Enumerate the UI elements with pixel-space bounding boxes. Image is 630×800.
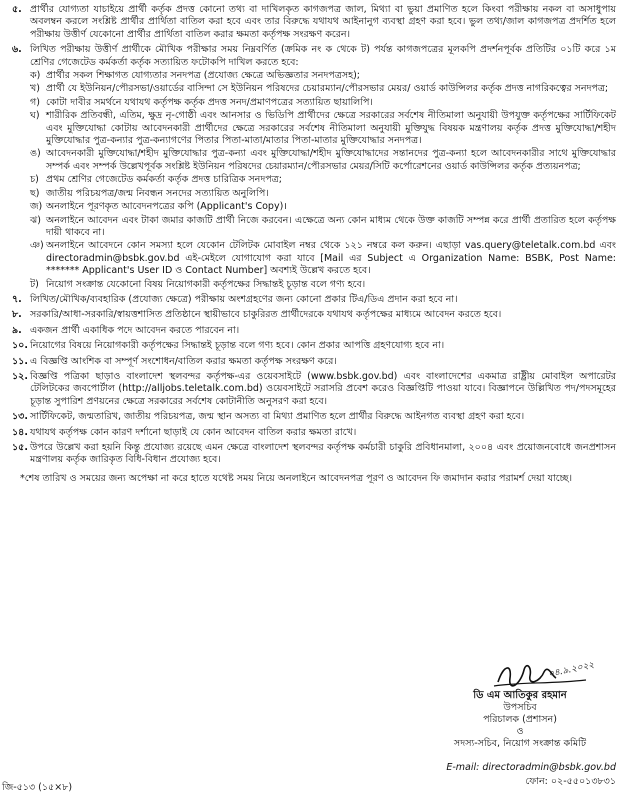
clause-text: প্রার্থীর যোগ্যতা যাচাইয়ে প্রার্থী কর্তৃক প্রদত্ত কোনো তথ্য বা দাখিলকৃত কাগজপত্র জাল, মিথ্যা বা ভুয়া প্রমাণিত হলে কিংবা পরীক্ষায় নকল বা অসাধুপায় অবলম্বন করলে সংশ্লিষ্ট প্রার্থীর প্রার্থিতা বাতিল করা হবে এবং তার বিরুদ্ধে যথাযথ আইনানুগ ব্যবস্থা গ্রহণ করা হবে। ভুল তথ্য/জাল কাগজপত্র প্রদর্শিত হলে পরীক্ষায় উত্তীর্ণ যেকোনো প্রার্থীর প্রার্থিতা বাতিল করার ক্ষমতা কর্তৃপক্ষ সংরক্ষণ করেন। <box>30 4 616 40</box>
subclause-label: ক) <box>30 70 41 82</box>
clause-number: ১২. <box>12 370 28 382</box>
clause-number: ৭. <box>12 293 22 305</box>
clause-8 <box>12 309 616 321</box>
clause-text: বিজ্ঞপ্তি পত্রিকা ছাড়াও বাংলাদেশ স্থলবন্দর কর্তৃপক্ষ-এর ওয়েবসাইটে (www.bsbk.gov.bd) এবং বাংলাদেশের একমাত্র রাষ্ট্রীয় মোবাইল অপারেটর টেলিটকের জবপোর্টাল (http://alljobs.teletalk.com.bd) ওয়েবসাইটে সরাসরি প্রবেশ করেও বিজ্ঞপ্তিটি পাওয়া যাবে। বিজ্ঞাপনে উল্লিখিত পদ/পদসমূহের চূড়ান্ত সুপারিশ প্রণয়নের ক্ষেত্রে সরকারের সর্বশেষ কোটানীতি অনুসরণ করা হবে। <box>30 370 616 407</box>
contact-email: E-mail: directoradmin@bsbk.gov.bd <box>446 762 616 773</box>
subclause-text: শারীরিক প্রতিবন্ধী, এতিম, ক্ষুদ্র নৃ-গোষ্ঠী এবং আনসার ও ভিডিপি প্রার্থীদের ক্ষেত্রে সরকারের সর্বশেষ নীতিমালা অনুযায়ী উপযুক্ত কর্তৃপক্ষের সার্টিফিকেট এবং মুক্তিযোদ্ধা কোটায় আবেদনকারী প্রার্থীদের ক্ষেত্রে সরকারের সর্বশেষ নীতিমালা অনুযায়ী মুক্তিযুদ্ধ বিষয়ক মন্ত্রণালয় কর্তৃক প্রদত্ত মুক্তিযোদ্ধা/শহীদ মুক্তিযোদ্ধার পুত্র-কন্যার পুত্র-কন্যাগণের পিতার পিতা-মাতা/মাতার পিতা-মাতার মুক্তিযোদ্ধার সনদপত্র। <box>46 110 616 147</box>
clause-text: উপরে উল্লেখ করা হয়নি কিন্তু প্রযোজ্য রয়েছে এমন ক্ষেত্রে বাংলাদেশ স্থলবন্দর কর্তৃপক্ষ কর্মচারী চাকুরি প্রবিধানমালা, ২০০৪ এবং প্রয়োজনবোধে জনপ্রশাসন মন্ত্রণালয় কর্তৃক জারিকৃত বিধি-বিধান প্রযোজ্য হবে। <box>30 442 616 466</box>
subclause-ka <box>30 70 616 82</box>
subclause-label: ঘ) <box>30 110 40 122</box>
clause-15 <box>12 442 616 467</box>
clause-6 <box>12 44 616 291</box>
clause-number: ১১. <box>12 355 28 367</box>
subclause-label: ঞ) <box>30 240 44 252</box>
clause-text: লিখিত পরীক্ষায় উত্তীর্ণ প্রার্থীকে মৌখিক পরীক্ষার সময় নিম্নবর্ণিত (ক্রমিক নং ক থেকে ট) পর্যন্ত কাগজপত্রের মূলকপি প্রদর্শনপূর্বক প্রতিটির ০১টি করে ১ম শ্রেণির গেজেটেড কর্মকর্তা কর্তৃক সত্যায়িত ফটোকপি দাখিল করতে হবে: <box>30 44 616 68</box>
clause-number: ১৩. <box>12 411 28 423</box>
subclause-kha <box>30 83 616 95</box>
subclause-text: কোটা দাবীর সমর্থনে যথাযথ কর্তৃপক্ষ কর্তৃক প্রদত্ত সনদ/প্রমাণপত্রের সত্যায়িত ছায়ালিপি। <box>46 96 373 108</box>
subclause-gha <box>30 110 616 147</box>
clause-9 <box>12 325 616 337</box>
subclause-text: আবেদনকারী মুক্তিযোদ্ধা/শহীদ মুক্তিযোদ্ধার পুত্র-কন্যা এবং মুক্তিযোদ্ধা/শহীদ মুক্তিযোদ্ধাদের সন্তানদের পুত্র-কন্যা হলে আবেদনকারীর সাথে মুক্তিযোদ্ধার সম্পর্ক এবং সম্পর্ক উল্লেখপূর্বক সংশ্লিষ্ট ইউনিয়ন পরিষদের চেয়ারম্যান/পৌরসভার মেয়র/সিটি কর্পোরেশনের ওয়ার্ড কাউন্সিলর কর্তৃক প্রত্যয়নপত্র; <box>46 148 616 172</box>
subclause-label: ছ) <box>30 187 40 199</box>
clause-text: সার্টিফিকেট, জন্মতারিখ, জাতীয় পরিচয়পত্র, জন্ম স্থান অসত্য বা মিথ্যা প্রমাণিত হলে প্রার্থীর বিরুদ্ধে আইনগত ব্যবস্থা গ্রহণ করা হবে। <box>30 411 525 423</box>
signature-block <box>420 690 620 750</box>
subclause-text: নিয়োগ সংক্রান্ত যেকোনো বিষয় নিয়োগকারী কর্তৃপক্ষের সিদ্ধান্তই চূড়ান্ত বলে গণ্য হবে। <box>46 278 366 290</box>
clause-number: ৯. <box>12 324 22 336</box>
clause-6-body <box>30 44 616 291</box>
signatory-office: পরিচালক (প্রশাসন) <box>483 714 557 726</box>
subclause-text: অনলাইনে আবেদন এবং টাকা জমার কাজটি প্রার্থী নিজে করবেন। এক্ষেত্রে অন্য কোন মাধ্যম থেকে উক্ত কাজটি সম্পন্ন করে প্রার্থী প্রতারিত হলে কর্তৃপক্ষ দায়ী থাকবে না। <box>46 214 616 238</box>
clause-number: ১০. <box>12 340 28 352</box>
signatory-designation: উপসচিব <box>503 702 537 714</box>
subclause-umo <box>30 148 616 173</box>
subclause-label: ঙ) <box>30 148 41 160</box>
clause-number: ১৪. <box>12 426 28 438</box>
subclause-ga <box>30 97 616 109</box>
subclause-text: প্রার্থী যে ইউনিয়ন/পৌরসভা/ওয়ার্ডের বাসিন্দা সে ইউনিয়ন পরিষদের চেয়ারম্যান/পৌরসভার মেয়র/ ওয়ার্ড কাউন্সিলর কর্তৃক প্রদত্ত নাগরিকত্বের সনদপত্র; <box>46 83 609 95</box>
subclause-text: প্রথম শ্রেণির গেজেটেড কর্মকর্তা কর্তৃক প্রদত্ত চারিত্রিক সনদপত্র; <box>46 174 282 186</box>
clause-number: ১৫. <box>12 442 28 453</box>
clause-text: লিখিত/মৌখিক/ব্যবহারিক (প্রযোজ্য ক্ষেত্রে) পরীক্ষায় অংশগ্রহণের জন্য কোনো প্রকার টিএ/ডিএ প্রদান করা হবে না। <box>30 293 458 305</box>
subclause-chha <box>30 188 616 200</box>
clause-text: সরকারি/আধা-সরকারি/স্বায়ত্তশাসিত প্রতিষ্ঠানে স্থায়ীভাবে চাকুরিরত প্রার্থীদেরকে যথাযথ কর্তৃপক্ষের মাধ্যমে আবেদন করতে হবে। <box>30 309 502 321</box>
closing-advice: *শেষ তারিখ ও সময়ের জন্য অপেক্ষা না করে হাতে যথেষ্ট সময় নিয়ে অনলাইনে আবেদনপত্র পূরণ ও আবেদন ফি জমাদান করার পরামর্শ দেয়া যাচ্ছে। <box>20 472 573 484</box>
subclause-text: অনলাইনে পূরণকৃত আবেদনপত্রের কপি (Applicant's Copy)। <box>46 201 287 213</box>
clause-number: ৬. <box>12 44 22 56</box>
clause-7 <box>12 294 616 306</box>
clause-13 <box>12 411 616 423</box>
subclause-cha <box>30 174 616 186</box>
clause-text: একজন প্রার্থী একাধিক পদে আবেদন করতে পারবেন না। <box>30 324 240 336</box>
subclause-text: অনলাইনে আবেদনে কোন সমস্যা হলে যেকোন টেলিটক মোবাইল নম্বর থেকে ১২১ নম্বরে কল করুন। এছাড়া vas.query@teletalk.com.bd এবং directoradmin@bsbk.gov.bd এই-মেইলে যোগাযোগ করা যাবে [Mail এর Subject এ Organization Name: BSBK, Post Name: ******* Applicant's User ID ও Contact Number] অবশ্যই উল্লেখ করতে হবে। <box>46 240 616 277</box>
subclause-ja <box>30 201 616 213</box>
clause-number: ৫. <box>12 4 22 15</box>
subclause-jha <box>30 215 616 240</box>
subclause-label: গ) <box>30 96 40 108</box>
clause-number: ৮. <box>12 309 22 321</box>
clause-12 <box>12 371 616 408</box>
clause-text: নিয়োগের বিষয়ে নিয়োগকারী কর্তৃপক্ষের সিদ্ধান্তই চূড়ান্ত বলে গণ্য হবে। কোন প্রকার আপত্তি গ্রহণযোগ্য হবে না। <box>30 340 445 352</box>
subclause-label: ঝ) <box>30 214 41 226</box>
subclause-label: খ) <box>30 83 40 95</box>
clause-11 <box>12 356 616 368</box>
signatory-and: ও <box>516 726 524 738</box>
clause-5 <box>12 4 616 41</box>
subclause-label: জ) <box>30 201 43 213</box>
clause-10 <box>12 340 616 352</box>
signatory-committee: সদস্য-সচিব, নিয়োগ সংক্রান্ত কমিটি <box>453 738 587 750</box>
contact-phone: ফোন: ০২-৫৫০১৩৮৩১ <box>525 776 616 787</box>
subclause-label: চ) <box>30 174 39 186</box>
subclause-text: প্রার্থীর সকল শিক্ষাগত যোগ্যতার সনদপত্র (প্রযোজ্য ক্ষেত্রে অভিজ্ঞতার সনদপত্রসহ); <box>46 70 360 82</box>
signature-date: ০৪.৯.২০২২ <box>547 660 596 680</box>
signatory-name: ডি এম আতিকুর রহমান <box>473 690 567 701</box>
subclause-label: ট) <box>30 278 39 290</box>
subclause-nio <box>30 240 616 277</box>
clause-14 <box>12 427 616 439</box>
print-code: জি-৫১৩ (১৫×৮) <box>2 782 73 793</box>
subclause-text: জাতীয় পরিচয়পত্র/জন্ম নিবন্ধন সনদের সত্যায়িত অনুলিপি। <box>46 187 269 199</box>
clause-text: এ বিজ্ঞপ্তি আংশিক বা সম্পূর্ণ সংশোধন/বাতিল করার ক্ষমতা কর্তৃপক্ষ সংরক্ষণ করে। <box>30 355 337 367</box>
clause-text: যথাযথ কর্তৃপক্ষ কোন কারণ দর্শানো ছাড়াই যে কোন আবেদন বাতিল করার ক্ষমতা রাখে। <box>30 426 357 438</box>
subclause-ta <box>30 279 616 291</box>
